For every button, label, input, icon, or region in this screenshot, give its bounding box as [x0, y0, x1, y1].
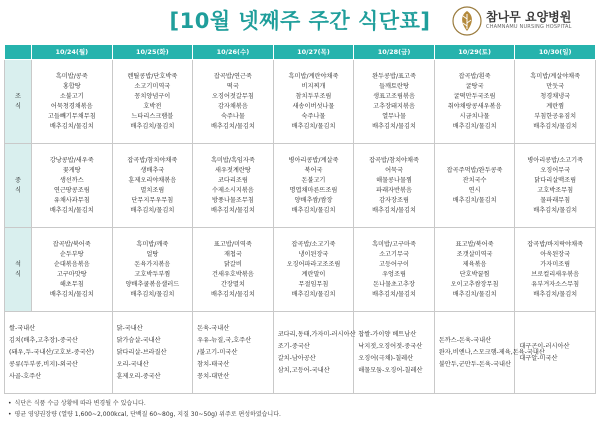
meal-label-char: 중: [15, 176, 21, 184]
menu-item: 간장멸치: [220, 280, 245, 288]
origin-item: 닭-국내산: [116, 324, 143, 332]
weekly-menu-table: [4, 44, 596, 394]
menu-item: 명엽채마른뜨조림: [289, 186, 338, 194]
menu-item: 고등어구이: [379, 260, 409, 268]
menu-item: 파래자반볶음: [376, 186, 412, 194]
day-header: 10/30(일): [515, 45, 596, 60]
menu-item: 홍합탕: [62, 82, 81, 90]
menu-item: 어묵국: [385, 166, 403, 174]
origin-item: 김치(배추,고추장)-중국산: [9, 336, 78, 344]
menu-item: 잔치국수: [462, 176, 487, 184]
day-header: 10/29(토): [434, 45, 515, 60]
meal-label: [5, 144, 32, 228]
menu-item: 배추김치/물김치: [372, 290, 416, 298]
menu-item: 계란찜: [546, 102, 565, 110]
menu-item: 해초무침: [59, 280, 84, 288]
menu-item: 수제소시지볶음: [211, 186, 254, 194]
menu-item: 숙주나물: [220, 112, 245, 120]
meal-label-char: 식: [15, 186, 21, 194]
menu-item: 꽁치양념구이: [134, 92, 171, 100]
origin-item: 찹쌀-가이양 베트남산: [358, 330, 417, 338]
menu-item: 냉이된장국: [298, 250, 329, 258]
origin-item: 훈제오리-중국산: [116, 372, 161, 380]
origin-item: 조기-중국산: [277, 342, 310, 350]
menu-item: 잡곡밥/소고기죽: [291, 240, 336, 248]
origin-item: 오징어(극채)-칠레산: [358, 354, 414, 362]
menu-item: 단무지무우무침: [131, 196, 174, 204]
origin-cell: [112, 312, 193, 394]
menu-cell: [515, 228, 596, 312]
menu-item: 흑미밥/흑임자죽: [210, 156, 255, 164]
origin-item: 콩류(두부콩,비지)-외국산: [9, 360, 78, 368]
menu-item: 가자미조림: [540, 260, 571, 268]
origin-item: 대구알-미국산: [519, 354, 558, 362]
origin-item: 오리-국내산: [116, 360, 149, 368]
menu-item: 잡곡밥/북어죽: [52, 240, 91, 248]
menu-item: 오이고추쌈장무침: [450, 280, 499, 288]
menu-item: 새우젓계란탕: [214, 166, 251, 174]
menu-item: 잡곡밥/연근죽: [213, 72, 252, 80]
menu-cell: [434, 228, 515, 312]
menu-item: 조갯살미역국: [456, 250, 493, 258]
menu-item: 들깨토란탕: [379, 82, 409, 90]
origin-item: 참치-태국산: [197, 360, 230, 368]
menu-item: 고호박두부찜: [134, 270, 171, 278]
menu-item: 고추장돼지볶음: [373, 102, 415, 110]
menu-item: 배추김치/물김치: [452, 122, 497, 130]
menu-item: 우엉조림: [382, 270, 406, 278]
day-header: 10/25(화): [112, 45, 193, 60]
menu-item: 건새우호박볶음: [211, 270, 254, 278]
menu-item: 병아리콩밥/소고기죽: [527, 156, 584, 164]
menu-item: 재첩국: [223, 250, 242, 258]
header-corner: [5, 45, 32, 60]
acorn-leaf-icon: [452, 6, 482, 36]
menu-item: 흑미밥/콩죽: [55, 72, 88, 80]
origin-cell: [5, 312, 113, 394]
hospital-logo: [452, 6, 598, 36]
menu-item: 완두콩밥/표고죽: [372, 72, 416, 80]
menu-item: 해물콩나물찜: [376, 176, 412, 184]
menu-cell: [112, 228, 193, 312]
menu-item: 고호박조무침: [537, 186, 574, 194]
menu-item: 잡곡밥/참치야채죽: [127, 156, 178, 164]
menu-item: 배추김치/물김치: [130, 206, 175, 214]
menu-item: 배추김치/물김치: [533, 206, 578, 214]
meal-row: [5, 228, 596, 312]
meal-row: [5, 60, 596, 144]
menu-item: 잡곡밥/흰죽: [458, 72, 491, 80]
menu-item: 배추김치/물김치: [452, 196, 497, 204]
logo-subtitle: CHAMNAMU NURSING HOSPITAL: [486, 24, 572, 30]
menu-item: 취야채랑콩새우볶음: [447, 102, 502, 110]
meal-row: [5, 144, 596, 228]
menu-item: 배추김치/물김치: [372, 206, 416, 214]
menu-item: 돈불고기: [301, 176, 326, 184]
origin-item: 우유-뉴질,국,호주산: [197, 336, 252, 344]
menu-item: 양배추쿨볶음샐러드: [125, 280, 180, 288]
origin-item: 쌀-국내산: [9, 324, 36, 332]
menu-item: 배추김치/물김치: [452, 290, 497, 298]
menu-item: 병아리콩밥/계살죽: [288, 156, 339, 164]
menu-cell: [515, 144, 596, 228]
menu-item: 흑미밥/깨죽: [136, 240, 169, 248]
menu-item: 고들빼기무채무침: [47, 112, 96, 120]
menu-item: 렌틸콩밥/단호박죽: [127, 72, 178, 80]
meal-label: [5, 60, 32, 144]
origin-row: [5, 312, 596, 394]
logo-name: 참나무 요양병원: [486, 10, 572, 24]
menu-cell: [112, 60, 193, 144]
menu-item: 배추김치/물김치: [210, 290, 255, 298]
menu-item: 잡곡밥/참치야채죽: [369, 156, 419, 164]
menu-item: 배추김치/물김치: [533, 290, 578, 298]
meal-label-char: 석: [15, 260, 21, 268]
menu-item: 코다리조림: [217, 176, 248, 184]
menu-item: 오징어파라고조조림: [286, 260, 341, 268]
origin-item: 꽁치-대만산: [197, 372, 230, 380]
menu-item: 배추김치/물김치: [49, 206, 94, 214]
menu-item: 비지찌개: [301, 82, 326, 90]
menu-item: 숙주나물: [301, 112, 326, 120]
menu-item: 브로컬리새우볶음: [531, 270, 580, 278]
menu-item: 배추김치/물김치: [210, 206, 255, 214]
origin-item: 닭가슴살-국내산: [116, 336, 161, 344]
menu-cell: [193, 60, 274, 144]
header: [0, 0, 600, 42]
menu-item: 양배추쌈/쌈장: [294, 196, 333, 204]
menu-item: 소불고기: [59, 92, 84, 100]
day-header: 10/26(수): [193, 45, 274, 60]
menu-cell: [273, 144, 354, 228]
menu-item: 배추김치/물김치: [130, 122, 175, 130]
menu-item: 돈나물초고추장: [373, 280, 415, 288]
menu-item: 단호박꿀찜: [459, 270, 490, 278]
origin-item: 사골-호주산: [9, 372, 42, 380]
menu-item: 표고밥/북어죽: [455, 240, 494, 248]
menu-item: 소고기미역국: [134, 82, 171, 90]
menu-item: 북어국: [304, 166, 323, 174]
menu-item: 호박전: [143, 102, 162, 110]
origin-item: 해물모둠-오징어-칠레산: [358, 366, 423, 374]
note-2: • 평균 영양권장량 (열량 1,600~2,000kcal, 단백질 60~80g, 지질 30~50g) 위주로 편성하였습니다.: [8, 409, 598, 420]
menu-item: 꽃게탕: [62, 166, 81, 174]
menu-item: 닭다리살맥조림: [534, 176, 577, 184]
menu-item: 고구마맛탕: [56, 270, 87, 278]
origin-item: 완자,비엔나,스모크햄-제육,돈육-국내산: [438, 348, 545, 356]
origin-cell: [193, 312, 274, 394]
menu-item: 흑미밥/계란야채죽: [288, 72, 339, 80]
menu-item: 제육볶음: [462, 260, 487, 268]
menu-cell: [434, 60, 515, 144]
menu-cell: [354, 228, 435, 312]
origin-item: /불고기-미국산: [197, 348, 238, 356]
menu-item: 배추김치/물김치: [130, 290, 175, 298]
menu-item: 배추김치/물김치: [533, 122, 578, 130]
meal-label-char: 식: [15, 102, 21, 110]
menu-item: 멸치조림: [140, 186, 165, 194]
menu-item: 부침한공유짐치: [534, 112, 577, 120]
menu-item: 배추김치/물김치: [372, 122, 416, 130]
meal-label-char: 식: [15, 270, 21, 278]
menu-item: 순두부탕: [59, 250, 84, 258]
menu-item: 돈육가지볶음: [134, 260, 171, 268]
meal-label-char: 조: [15, 92, 21, 100]
menu-item: 유부겨자소스무침: [531, 280, 580, 288]
menu-item: 배추김치/물김치: [210, 122, 255, 130]
menu-cell: [434, 144, 515, 228]
menu-item: 오징어젓갈무침: [211, 92, 254, 100]
menu-item: 배추김치/물김치: [291, 290, 336, 298]
menu-item: 생표고조림볶음: [373, 92, 415, 100]
menu-item: 방풍나물조무침: [211, 196, 254, 204]
menu-item: 표고밥/미역죽: [213, 240, 252, 248]
menu-cell: [515, 60, 596, 144]
menu-cell: [273, 60, 354, 144]
note-1: • 식단은 식품 수급 상황에 따라 변경될 수 있습니다.: [8, 398, 598, 409]
menu-cell: [193, 228, 274, 312]
menu-item: 연근땅콩조림: [53, 186, 90, 194]
menu-item: 잡곡주먹밥/완두콩죽: [446, 166, 503, 174]
menu-item: 감자채볶음: [217, 102, 248, 110]
origin-item: 불안두,군만두-돈육-국내산: [438, 360, 511, 368]
menu-item: 흑미밥/고구마죽: [372, 240, 416, 248]
day-header-row: [5, 45, 596, 60]
menu-item: 굴탕국: [465, 82, 484, 90]
origin-item: 돈육-국내산: [197, 324, 230, 332]
menu-item: 굴떡만두국조림: [453, 92, 496, 100]
menu-item: 어묵청경채볶음: [50, 102, 93, 110]
origin-item: 돈까스-돈육-국내산: [438, 336, 492, 344]
menu-item: 청경채냉국: [540, 92, 571, 100]
menu-item: 만둣국: [546, 82, 565, 90]
menu-item: 생선까스: [59, 176, 84, 184]
menu-item: 계란말이: [301, 270, 326, 278]
origin-item: 닭다리살-브라질산: [116, 348, 167, 356]
menu-item: 느타리스크램블: [131, 112, 174, 120]
origin-cell: [515, 312, 596, 394]
menu-item: 생배추국: [140, 166, 165, 174]
menu-item: 참치두부조림: [295, 92, 332, 100]
menu-item: 시금치나물: [459, 112, 490, 120]
day-header: 10/28(금): [354, 45, 435, 60]
menu-item: 유채사과무침: [53, 196, 90, 204]
menu-cell: [354, 60, 435, 144]
menu-item: 연시: [468, 186, 481, 194]
origin-item: 삼치,고등어-국내산: [277, 366, 330, 374]
menu-cell: [193, 144, 274, 228]
menu-item: 배추김치/물김치: [291, 122, 336, 130]
menu-item: 새송이버섯나물: [292, 102, 335, 110]
menu-item: 무절임무침: [298, 280, 329, 288]
menu-item: 열무나물: [382, 112, 406, 120]
menu-item: 훈제오리야채볶음: [128, 176, 177, 184]
menu-item: 배추김치/물김치: [49, 122, 94, 130]
menu-cell: [354, 144, 435, 228]
menu-item: 오징어무국: [540, 166, 571, 174]
menu-item: 닭갈비: [223, 260, 242, 268]
menu-item: 떡국: [226, 82, 239, 90]
day-header: 10/27(목): [273, 45, 354, 60]
origin-cell: [354, 312, 435, 394]
menu-item: 소고기무국: [379, 250, 409, 258]
origin-item: 낙지젓,오징어젓-중국산: [358, 342, 423, 350]
menu-item: 얼탕: [146, 250, 159, 258]
menu-cell: [32, 60, 113, 144]
menu-item: 감자장조림: [379, 196, 409, 204]
menu-item: 아욱된장국: [540, 250, 571, 258]
menu-cell: [32, 228, 113, 312]
meal-label: [5, 228, 32, 312]
menu-item: 배추김치/물김치: [291, 206, 336, 214]
day-header: 10/24(월): [32, 45, 113, 60]
origin-cell: [273, 312, 354, 394]
menu-cell: [112, 144, 193, 228]
menu-cell: [32, 144, 113, 228]
menu-item: 강낭콩밥/새우죽: [49, 156, 94, 164]
menu-item: 흑미밥/계살야채죽: [530, 72, 581, 80]
origin-item: 코다리,동태,가자미-러시아산: [277, 330, 356, 338]
origin-item: (돼우,두-국내산/고호보-중국산): [9, 348, 95, 356]
menu-item: 배추김치/물김치: [49, 290, 94, 298]
notes: [8, 398, 598, 420]
origin-item: 갈치-남아공산: [277, 354, 316, 362]
menu-cell: [273, 228, 354, 312]
menu-item: 물파래무침: [540, 196, 571, 204]
page-title: [10월 넷째주 주간 식단표]: [169, 9, 431, 33]
origin-item: 대구곤이-러시아산: [519, 342, 570, 350]
menu-item: 순대볶음볶음: [53, 260, 90, 268]
menu-item: 잡곡밥/바지락야채죽: [527, 240, 584, 248]
